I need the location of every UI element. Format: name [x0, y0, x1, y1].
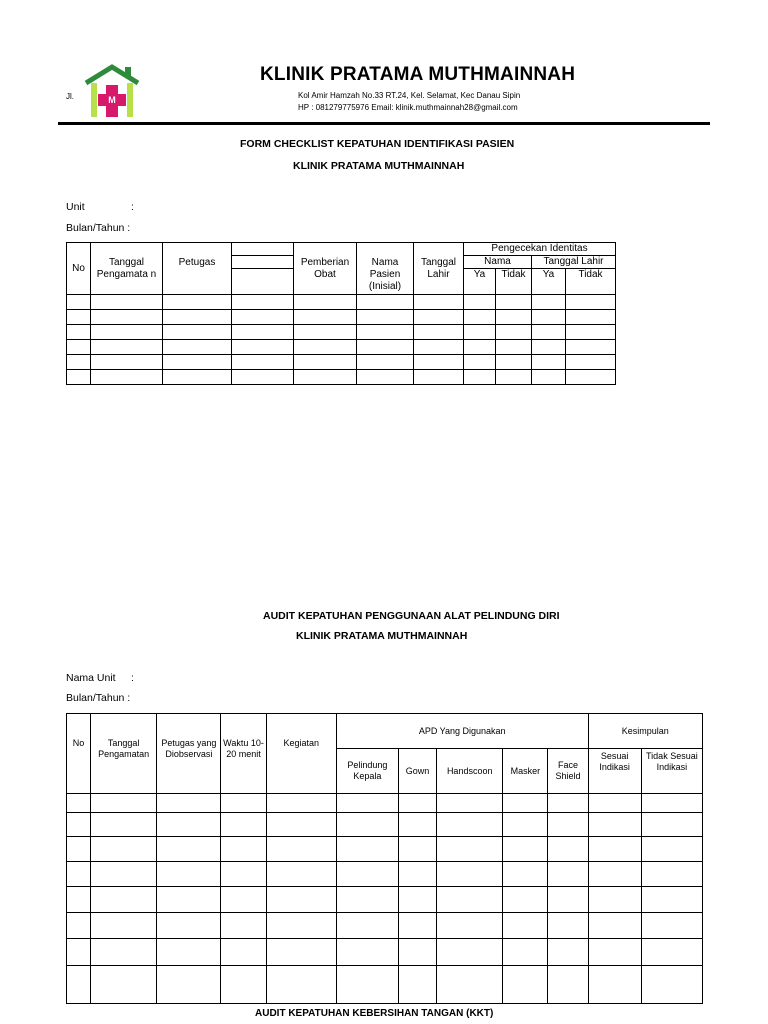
table-row — [67, 370, 616, 385]
form1-subtitle: KLINIK PRATAMA MUTHMAINNAH — [293, 160, 465, 172]
col-pengecekan-identitas: Pengecekan Identitas — [464, 243, 616, 256]
col-tanggal: Tanggal Pengamata n — [91, 243, 163, 295]
col-face-shield: Face Shield — [548, 749, 588, 794]
header-divider — [58, 122, 710, 125]
col-sesuai: Sesuai Indikasi — [588, 749, 641, 794]
col-lahir-tidak: Tidak — [566, 269, 616, 295]
table-row — [67, 310, 616, 325]
col-petugas: Petugas yang Diobservasi — [157, 714, 221, 794]
col-no: No — [67, 714, 91, 794]
table-row — [67, 837, 703, 862]
col-petugas: Petugas — [163, 243, 232, 295]
table-row — [67, 887, 703, 913]
col-nama: Nama — [464, 256, 532, 269]
logo-letter: M — [108, 95, 116, 105]
clinic-contact: HP : 081279775976 Email: klinik.muthmainnah28@gmail.com — [298, 103, 518, 112]
col-tanggal: Tanggal Pengamatan — [91, 714, 157, 794]
col-lahir-ya: Ya — [532, 269, 566, 295]
col-no: No — [67, 243, 91, 295]
table-row — [67, 295, 616, 310]
col-kesimpulan: Kesimpulan — [588, 714, 702, 749]
table-row — [67, 939, 703, 966]
col-masker: Masker — [503, 749, 548, 794]
form1-unit-colon: : — [131, 201, 134, 213]
identification-checklist-table — [66, 242, 616, 385]
table-row — [67, 813, 703, 837]
clinic-logo — [82, 63, 142, 119]
form2-title: AUDIT KEPATUHAN PENGGUNAAN ALAT PELINDUNG DIRI — [263, 610, 560, 622]
col-blank-3 — [232, 269, 294, 295]
col-handscoon: Handscoon — [437, 749, 503, 794]
form2-unit-colon: : — [131, 672, 134, 684]
table-row — [67, 794, 703, 813]
form2-subtitle: KLINIK PRATAMA MUTHMAINNAH — [296, 630, 468, 642]
logo-wall-right — [127, 83, 133, 117]
table-row — [67, 355, 616, 370]
col-apd: APD Yang Digunakan — [336, 714, 588, 749]
form1-title: FORM CHECKLIST KEPATUHAN IDENTIFIKASI PASIEN — [240, 138, 515, 150]
table-row — [67, 862, 703, 887]
logo-chimney — [125, 67, 131, 77]
form2-bulan-label: Bulan/Tahun : — [66, 692, 131, 704]
col-tgl-lahir: Tanggal Lahir — [532, 256, 616, 269]
form1-bulan-label: Bulan/Tahun : — [66, 222, 131, 234]
col-tidak-sesuai: Tidak Sesuai Indikasi — [641, 749, 702, 794]
col-tanggal-lahir: Tanggal Lahir — [414, 243, 464, 295]
col-kegiatan: Kegiatan — [266, 714, 336, 794]
clinic-address: Kol Amir Hamzah No.33 RT.24, Kel. Selamat, Kec Danau Sipin — [298, 91, 521, 100]
table-row — [67, 325, 616, 340]
col-pelindung-kepala: Pelindung Kepala — [336, 749, 398, 794]
clinic-name: KLINIK PRATAMA MUTHMAINNAH — [260, 64, 576, 85]
col-nama-ya: Ya — [464, 269, 496, 295]
col-waktu: Waktu 10-20 menit — [221, 714, 266, 794]
table-row — [67, 966, 703, 1004]
col-blank-2 — [232, 256, 294, 269]
table-row — [67, 340, 616, 355]
form1-unit-label: Unit — [66, 201, 85, 213]
table-row — [67, 913, 703, 939]
apd-audit-table — [66, 713, 703, 1004]
col-gown: Gown — [399, 749, 437, 794]
col-nama-tidak: Tidak — [496, 269, 532, 295]
form3-title: AUDIT KEPATUHAN KEBERSIHAN TANGAN (KKT) — [255, 1008, 494, 1019]
form2-unit-label: Nama Unit — [66, 672, 116, 684]
col-pemberian-obat: Pemberian Obat — [294, 243, 357, 295]
logo-wall-left — [91, 83, 97, 117]
col-blank-1 — [232, 243, 294, 256]
jalan-label: Jl. — [66, 92, 74, 101]
col-nama-pasien: Nama Pasien (Inisial) — [357, 243, 414, 295]
